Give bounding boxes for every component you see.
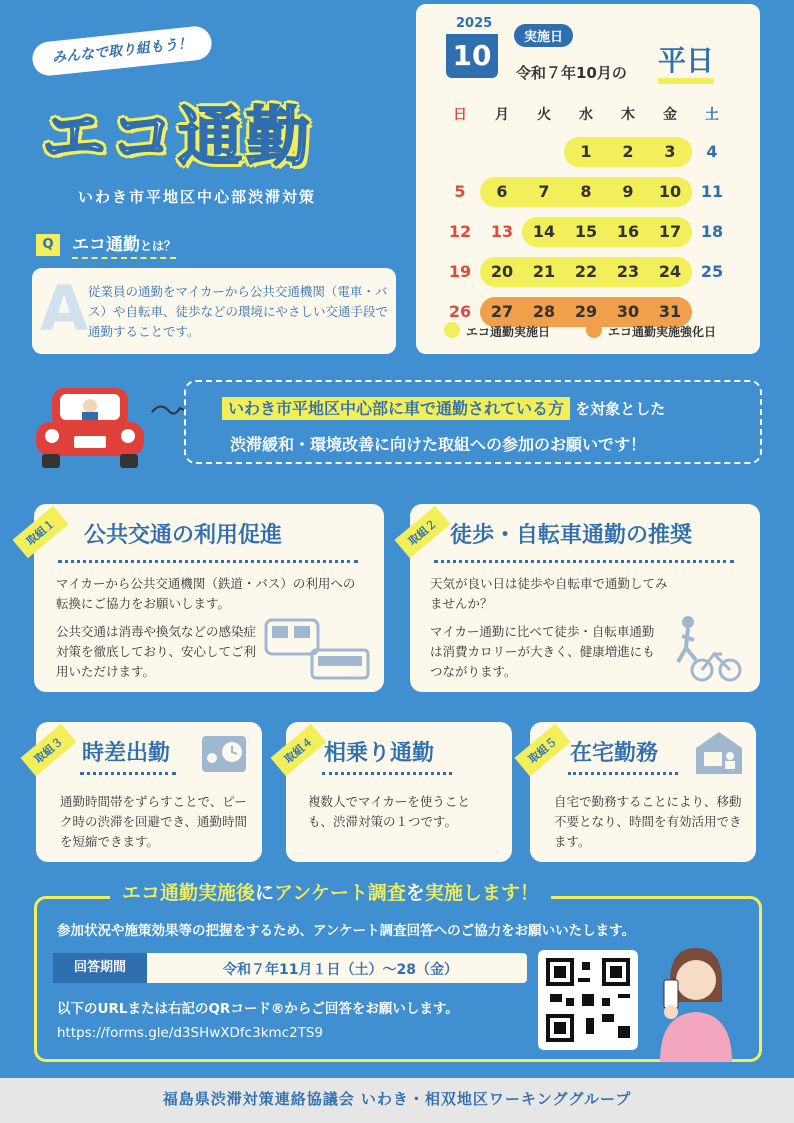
calendar-header-day: 火	[537, 107, 551, 123]
answer-text: 従業員の通勤をマイカーから公共交通機関（電車・バス）や自転車、徒歩などの環境にやさしい交通手段で通勤することです。	[88, 284, 389, 339]
card-tag: 取組３	[20, 724, 76, 776]
calendar-header-day: 日	[453, 107, 467, 123]
survey-title-part: に	[255, 882, 275, 904]
survey-title-part: エコ通勤実施後	[122, 882, 256, 904]
calendar-day: 30	[616, 302, 640, 321]
calendar-label: 実施日	[514, 24, 573, 47]
calendar-day: 10	[658, 182, 682, 201]
calendar-day: 13	[490, 222, 514, 241]
answer-period-label: 回答期間	[53, 953, 147, 983]
survey-title-part: アンケート調査	[274, 882, 406, 904]
survey-intro: 参加状況や施策効果等の把握をするため、アンケート調査回答へのご協力をお願いいたします。	[57, 923, 636, 939]
calendar-day: 21	[532, 262, 556, 281]
divider	[80, 772, 176, 775]
card-title: 相乗り通勤	[324, 741, 435, 766]
page-subtitle: いわき市平地区中心部渋滞対策	[78, 188, 317, 206]
legend-normal-dot	[444, 322, 460, 338]
footer-organization: 福島県渋滞対策連絡協議会 いわき・相双地区ワーキンググループ	[0, 1078, 794, 1123]
question-suffix: とは？	[140, 239, 177, 253]
calendar-day: 4	[706, 142, 718, 161]
card-text: 天気が良い日は徒歩や自転車で通勤してみませんか？	[430, 576, 668, 611]
calendar-day: 6	[496, 182, 508, 201]
calendar-day: 11	[700, 182, 724, 201]
calendar-day: 22	[574, 262, 598, 281]
legend-strong-label: エコ通勤実施強化日	[608, 325, 717, 339]
calendar-header-day: 金	[663, 107, 677, 123]
card-text: 自宅で勤務することにより、移動不要となり、時間を有効活用できます。	[554, 794, 742, 849]
qr-code-icon[interactable]	[538, 950, 638, 1050]
card-tag: 取組４	[270, 724, 326, 776]
tagline: みんなで取り組もう！	[31, 25, 214, 78]
calendar-day: 3	[664, 142, 676, 161]
banner-highlight: いわき市平地区中心部に車で通勤されている方	[222, 397, 570, 420]
survey-title-part: 実施します！	[424, 882, 539, 904]
swirl-arrow-icon	[150, 398, 186, 422]
card-text: マイカー通勤に比べて徒歩・自転車通勤は消費カロリーが大きく、健康増進にもつながります。	[430, 624, 655, 679]
survey-url-link[interactable]: https://forms.gle/d3SHwXDfc3kmc2TS9	[57, 1025, 324, 1041]
calendar-header-day: 土	[705, 107, 719, 123]
answer-letter: A	[40, 272, 88, 345]
calendar-day: 1	[580, 142, 592, 161]
calendar-day: 18	[700, 222, 724, 241]
calendar-day: 17	[658, 222, 682, 241]
answer-period-value: 令和７年11月１日（土）～28（金）	[223, 962, 458, 978]
banner-line1-suffix: を対象とした	[575, 400, 666, 418]
answer-period	[53, 953, 527, 983]
calendar-weekday-text: 平日	[658, 44, 714, 84]
calendar-day: 23	[616, 262, 640, 281]
question-heading	[72, 230, 176, 259]
answer-box	[32, 268, 396, 354]
page-title: エコ通勤	[42, 101, 314, 175]
survey-title	[110, 878, 551, 905]
calendar-day: 28	[532, 302, 556, 321]
calendar-day: 2	[622, 142, 634, 161]
woman-with-phone-icon	[650, 940, 740, 1062]
card-text: 通勤時間帯をずらすことで、ピーク時の渋滞を回避でき、通勤時間を短縮できます。	[60, 794, 248, 849]
question-badge: Q	[36, 234, 60, 256]
calendar-day: 5	[454, 182, 466, 201]
calendar-day: 8	[580, 182, 592, 201]
card-title: 徒歩・自転車通勤の推奨	[450, 523, 693, 548]
calendar-day: 19	[448, 262, 472, 281]
calendar-day: 16	[616, 222, 640, 241]
card-text: 公共交通は消毒や換気などの感染症対策を徹底しており、安心してご利用いただけます。	[56, 624, 257, 679]
divider	[58, 560, 358, 563]
calendar	[416, 4, 760, 354]
card-tag: 取組２	[394, 506, 450, 558]
calendar-date-text: 令和７年10月の	[516, 64, 627, 82]
card-public-transport	[34, 504, 384, 692]
question-text: エコ通勤	[72, 235, 140, 255]
calendar-day: 20	[490, 262, 514, 281]
calendar-day: 31	[658, 302, 682, 321]
divider	[322, 772, 452, 775]
legend-normal-label: エコ通勤実施日	[466, 325, 551, 339]
card-tag: 取組１	[12, 506, 68, 558]
car-illustration-icon	[30, 378, 150, 474]
calendar-header-day: 水	[579, 107, 593, 123]
calendar-month: 10	[446, 34, 498, 78]
calendar-day: 24	[658, 262, 682, 281]
card-title: 在宅勤務	[570, 741, 659, 766]
calendar-day: 7	[538, 182, 550, 201]
calendar-header-day: 木	[621, 107, 635, 123]
calendar-day: 14	[532, 222, 556, 241]
train-bus-icon	[264, 616, 376, 682]
calendar-header-day: 月	[495, 107, 509, 123]
banner-line1	[222, 396, 665, 419]
card-tag: 取組５	[514, 724, 570, 776]
banner-line2: 渋滞緩和・環境改善に向けた取組への参加のお願いです！	[230, 435, 647, 454]
calendar-day: 29	[574, 302, 598, 321]
calendar-day: 12	[448, 222, 472, 241]
survey-note: 以下のURLまたは右記のQRコード®からご回答をお願いします。	[57, 1001, 459, 1017]
calendar-day: 15	[574, 222, 598, 241]
calendar-year: 2025	[456, 16, 493, 31]
survey-title-part: を	[405, 882, 425, 904]
card-walk-bicycle	[410, 504, 760, 692]
target-banner	[184, 380, 762, 464]
card-title: 公共交通の利用促進	[84, 523, 283, 548]
card-text: マイカーから公共交通機関（鉄道・バス）の利用への転換にご協力をお願いします。	[56, 576, 356, 611]
calendar-day: 25	[700, 262, 724, 281]
legend-strong-dot	[586, 322, 602, 338]
walk-bicycle-icon	[672, 614, 744, 684]
clock-icon	[200, 732, 250, 776]
calendar-day: 9	[622, 182, 634, 201]
calendar-day: 27	[490, 302, 514, 321]
divider	[568, 772, 678, 775]
card-title: 時差出勤	[82, 741, 171, 766]
calendar-day: 26	[448, 302, 472, 321]
divider	[434, 560, 734, 563]
card-text: 複数人でマイカーを使うことも、渋滞対策の１つです。	[308, 794, 470, 829]
home-office-icon	[692, 730, 746, 776]
